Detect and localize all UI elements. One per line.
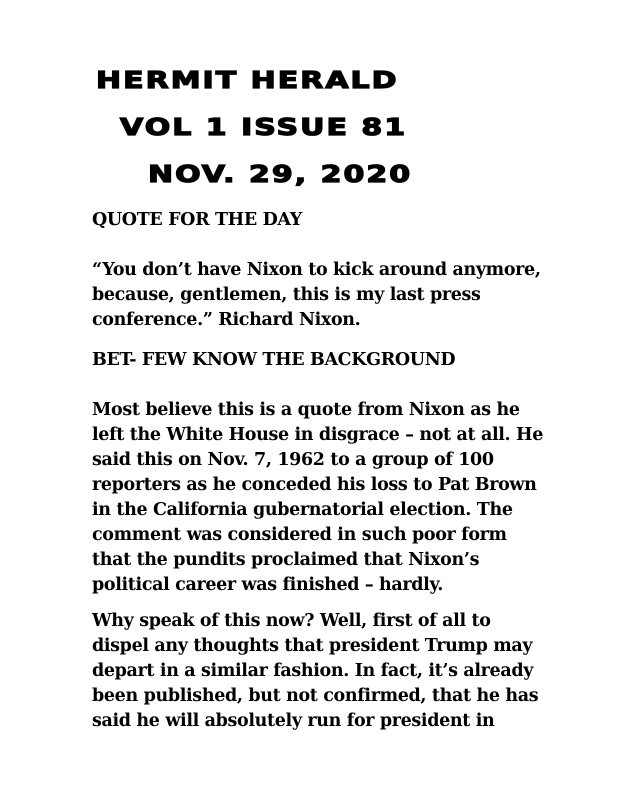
paragraph-line: Most believe this is a quote from Nixon as he	[92, 400, 520, 420]
quote-line: “You don’t have Nixon to kick around anymore,	[92, 260, 541, 280]
paragraph-line: said this on Nov. 7, 1962 to a group of 100	[92, 450, 494, 470]
paragraph-line: reporters as he conceded his loss to Pat Brown	[92, 475, 537, 495]
masthead-volume-issue: VOL 1 ISSUE 81	[120, 113, 408, 142]
background-paragraph	[92, 398, 572, 598]
background-heading	[92, 348, 572, 373]
quote-line: because, gentlemen, this is my last press	[92, 285, 481, 305]
heading-text: QUOTE FOR THE DAY	[92, 210, 302, 230]
heading-text: BET- FEW KNOW THE BACKGROUND	[92, 350, 456, 370]
quote-of-the-day	[92, 258, 572, 333]
paragraph-line: said he will absolutely run for president in	[92, 711, 495, 731]
paragraph-line: comment was considered in such poor form	[92, 525, 507, 545]
masthead-title: HERMIT HERALD	[96, 66, 399, 95]
paragraph-line: been published, but not confirmed, that he has	[92, 686, 539, 706]
quote-line: conference.” Richard Nixon.	[92, 310, 361, 330]
paragraph-line: Why speak of this now? Well, first of all to	[92, 611, 491, 631]
paragraph-line: dispel any thoughts that president Trump may	[92, 636, 533, 656]
paragraph-line: political career was finished – hardly.	[92, 575, 444, 595]
paragraph-line: in the California gubernatorial election. The	[92, 500, 513, 520]
paragraph-line: that the pundits proclaimed that Nixon’s	[92, 550, 480, 570]
commentary-paragraph	[92, 609, 572, 734]
quote-heading	[92, 208, 572, 233]
paragraph-line: left the White House in disgrace – not at all. He	[92, 425, 544, 445]
paragraph-line: depart in a similar fashion. In fact, it’s already	[92, 661, 534, 681]
masthead-date: NOV. 29, 2020	[148, 160, 413, 189]
